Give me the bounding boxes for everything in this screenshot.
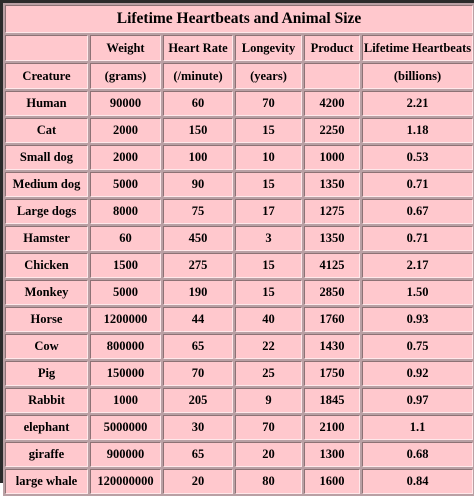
header-cell: (billions) xyxy=(362,63,473,89)
product-cell: 4200 xyxy=(304,91,360,116)
table-row xyxy=(5,145,473,170)
table-row xyxy=(5,199,473,224)
longevity-cell: 15 xyxy=(235,118,302,143)
heart-rate-cell: 60 xyxy=(163,91,233,116)
header-row-2 xyxy=(5,63,473,89)
creature-cell: large whale xyxy=(5,469,88,494)
heart-rate-cell: 75 xyxy=(163,199,233,224)
creature-cell: Chicken xyxy=(5,253,88,278)
header-cell: Longevity xyxy=(235,35,302,61)
product-cell: 1430 xyxy=(304,334,360,359)
weight-cell: 900000 xyxy=(90,442,161,467)
product-cell: 1845 xyxy=(304,388,360,413)
weight-cell: 800000 xyxy=(90,334,161,359)
weight-cell: 150000 xyxy=(90,361,161,386)
table-row xyxy=(5,442,473,467)
longevity-cell: 15 xyxy=(235,253,302,278)
table-row xyxy=(5,361,473,386)
heart-rate-cell: 65 xyxy=(163,334,233,359)
header-cell: (/minute) xyxy=(163,63,233,89)
weight-cell: 8000 xyxy=(90,199,161,224)
product-cell: 2100 xyxy=(304,415,360,440)
longevity-cell: 22 xyxy=(235,334,302,359)
product-cell: 1275 xyxy=(304,199,360,224)
table-row xyxy=(5,307,473,332)
weight-cell: 60 xyxy=(90,226,161,251)
heart-rate-cell: 65 xyxy=(163,442,233,467)
heart-rate-cell: 30 xyxy=(163,415,233,440)
table-title: Lifetime Heartbeats and Animal Size xyxy=(5,5,473,33)
weight-cell: 1000 xyxy=(90,388,161,413)
weight-cell: 2000 xyxy=(90,118,161,143)
weight-cell: 1200000 xyxy=(90,307,161,332)
lifetime-heartbeats-cell: 0.84 xyxy=(362,469,473,494)
header-cell: Lifetime Heartbeats xyxy=(362,35,473,61)
table-row xyxy=(5,172,473,197)
longevity-cell: 9 xyxy=(235,388,302,413)
heart-rate-cell: 150 xyxy=(163,118,233,143)
heartbeats-table xyxy=(3,3,474,496)
longevity-cell: 20 xyxy=(235,442,302,467)
product-cell: 1300 xyxy=(304,442,360,467)
longevity-cell: 3 xyxy=(235,226,302,251)
header-row-1 xyxy=(5,35,473,61)
creature-cell: Hamster xyxy=(5,226,88,251)
weight-cell: 5000 xyxy=(90,172,161,197)
table-row xyxy=(5,226,473,251)
longevity-cell: 40 xyxy=(235,307,302,332)
header-cell: Weight xyxy=(90,35,161,61)
header-cell: Heart Rate xyxy=(163,35,233,61)
lifetime-heartbeats-cell: 2.17 xyxy=(362,253,473,278)
lifetime-heartbeats-cell: 1.50 xyxy=(362,280,473,305)
creature-cell: Rabbit xyxy=(5,388,88,413)
creature-cell: Cat xyxy=(5,118,88,143)
creature-cell: Horse xyxy=(5,307,88,332)
longevity-cell: 17 xyxy=(235,199,302,224)
table-row xyxy=(5,415,473,440)
heart-rate-cell: 275 xyxy=(163,253,233,278)
header-cell: Creature xyxy=(5,63,88,89)
longevity-cell: 10 xyxy=(235,145,302,170)
lifetime-heartbeats-cell: 1.1 xyxy=(362,415,473,440)
product-cell: 1350 xyxy=(304,172,360,197)
weight-cell: 2000 xyxy=(90,145,161,170)
heart-rate-cell: 20 xyxy=(163,469,233,494)
lifetime-heartbeats-cell: 0.93 xyxy=(362,307,473,332)
lifetime-heartbeats-cell: 0.71 xyxy=(362,226,473,251)
lifetime-heartbeats-cell: 0.67 xyxy=(362,199,473,224)
creature-cell: Small dog xyxy=(5,145,88,170)
creature-cell: elephant xyxy=(5,415,88,440)
longevity-cell: 70 xyxy=(235,91,302,116)
product-cell: 2250 xyxy=(304,118,360,143)
table-row xyxy=(5,334,473,359)
lifetime-heartbeats-cell: 0.97 xyxy=(362,388,473,413)
heart-rate-cell: 205 xyxy=(163,388,233,413)
creature-cell: Monkey xyxy=(5,280,88,305)
header-cell xyxy=(304,63,360,89)
creature-cell: Pig xyxy=(5,361,88,386)
table-row xyxy=(5,253,473,278)
creature-cell: Large dogs xyxy=(5,199,88,224)
table-row xyxy=(5,469,473,494)
longevity-cell: 80 xyxy=(235,469,302,494)
lifetime-heartbeats-cell: 2.21 xyxy=(362,91,473,116)
table-row xyxy=(5,280,473,305)
product-cell: 1600 xyxy=(304,469,360,494)
heart-rate-cell: 90 xyxy=(163,172,233,197)
lifetime-heartbeats-cell: 1.18 xyxy=(362,118,473,143)
table-row xyxy=(5,118,473,143)
heart-rate-cell: 190 xyxy=(163,280,233,305)
heart-rate-cell: 44 xyxy=(163,307,233,332)
weight-cell: 5000000 xyxy=(90,415,161,440)
longevity-cell: 15 xyxy=(235,280,302,305)
creature-cell: Human xyxy=(5,91,88,116)
lifetime-heartbeats-cell: 0.92 xyxy=(362,361,473,386)
header-cell: (years) xyxy=(235,63,302,89)
heart-rate-cell: 450 xyxy=(163,226,233,251)
lifetime-heartbeats-cell: 0.53 xyxy=(362,145,473,170)
heart-rate-cell: 70 xyxy=(163,361,233,386)
product-cell: 1000 xyxy=(304,145,360,170)
weight-cell: 120000000 xyxy=(90,469,161,494)
lifetime-heartbeats-cell: 0.68 xyxy=(362,442,473,467)
heart-rate-cell: 100 xyxy=(163,145,233,170)
product-cell: 1760 xyxy=(304,307,360,332)
header-cell: (grams) xyxy=(90,63,161,89)
longevity-cell: 15 xyxy=(235,172,302,197)
creature-cell: Cow xyxy=(5,334,88,359)
product-cell: 1750 xyxy=(304,361,360,386)
header-cell xyxy=(5,35,88,61)
table-row xyxy=(5,91,473,116)
product-cell: 4125 xyxy=(304,253,360,278)
longevity-cell: 70 xyxy=(235,415,302,440)
creature-cell: giraffe xyxy=(5,442,88,467)
table-row xyxy=(5,388,473,413)
weight-cell: 90000 xyxy=(90,91,161,116)
product-cell: 1350 xyxy=(304,226,360,251)
weight-cell: 5000 xyxy=(90,280,161,305)
product-cell: 2850 xyxy=(304,280,360,305)
creature-cell: Medium dog xyxy=(5,172,88,197)
lifetime-heartbeats-cell: 0.75 xyxy=(362,334,473,359)
longevity-cell: 25 xyxy=(235,361,302,386)
weight-cell: 1500 xyxy=(90,253,161,278)
header-cell: Product xyxy=(304,35,360,61)
lifetime-heartbeats-cell: 0.71 xyxy=(362,172,473,197)
